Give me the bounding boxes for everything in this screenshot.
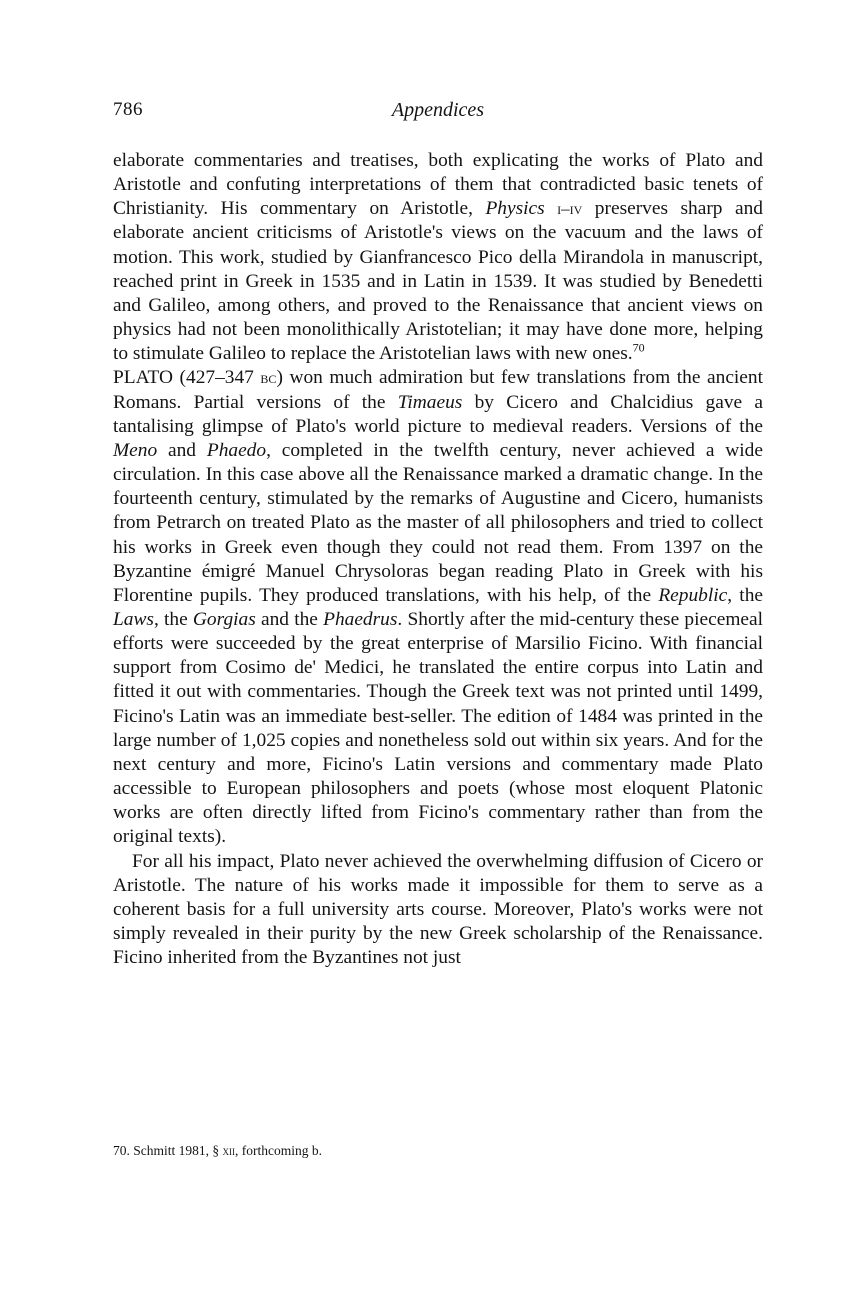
text-run: , the <box>727 584 763 606</box>
page-number: 786 <box>113 99 143 120</box>
paragraph-plato <box>113 366 763 849</box>
title-timaeus: Timaeus <box>397 391 463 413</box>
book-range: i–iv <box>557 199 583 219</box>
text-run: elaborate commentaries and treatises, both explicating the works of Plato and Aristotle and confuting interpretations of them that contradicted basic tenets of Christianity. His commentary on Aristotle, <box>113 150 763 220</box>
paragraph-simplicius <box>113 149 763 366</box>
section-number: xii <box>222 1143 236 1158</box>
title-laws: Laws <box>113 608 154 630</box>
text-run: 70. Schmitt 1981, § <box>113 1143 223 1158</box>
paragraph-impact: For all his impact, Plato never achieved the overwhelming diffusion of Cicero or Aristotle. The nature of his works made it impossible for them to serve as a coherent basis for a full university arts course. Moreover, Plato's works were not simply revealed in their purity by the new Greek scholarship of the Renaissance. Ficino inherited from the Byzantines not just <box>113 850 763 969</box>
title-phaedo: Phaedo <box>206 439 267 461</box>
text-run: preserves sharp and elaborate ancient criticisms of Aristotle's views on the vacuum and the laws of motion. This work, studied by Gianfrancesco Pico della Mirandola in manuscript, reached print in Greek in 1535 and in Latin in 1539. It was studied by Benedetti and Galileo, among others, and proved to the Renaissance that ancient views on physics had not been monolithically Aristotelian; it may have done more, helping to stimulate Galileo to replace the Aristotelian laws with new ones. <box>113 198 763 365</box>
footnote <box>113 1143 763 1159</box>
title-gorgias: Gorgias <box>192 608 256 630</box>
text-run: by Cicero and Chalcidius gave a tantalising glimpse of Plato's world picture to medieval readers. Versions of the <box>113 391 763 437</box>
footnote-ref: 70 <box>632 340 645 355</box>
title-physics: Physics <box>485 198 545 220</box>
text-run: , the <box>153 608 193 630</box>
text-run: PLATO (427–347 <box>113 367 261 389</box>
text-run: , completed in the twelfth century, never achieved a wide circulation. In this case above all the Renaissance marked a dramatic change. In the fourteenth century, stimulated by the remarks of Augustine and Cicero, humanists from Petrarch on treated Plato as the master of all philosophers and tried to collect his works in Greek even though they could not read them. From 1397 on the Byzantine émigré Manuel Chrysoloras began reading Plato in Greek with his Florentine pupils. They produced translations, with his help, of the <box>113 439 763 606</box>
body-text <box>113 149 763 970</box>
title-meno: Meno <box>113 439 158 461</box>
title-republic: Republic <box>658 584 728 606</box>
text-run: and <box>157 439 207 461</box>
text-run: ) won much admiration but few translations from the ancient Romans. Partial versions of the <box>113 367 763 413</box>
running-title: Appendices <box>391 99 485 121</box>
title-phaedrus: Phaedrus <box>323 608 398 630</box>
text-run: . Shortly after the mid-century these piecemeal efforts were succeeded by the great enterprise of Marsilio Ficino. With financial support from Cosimo de' Medici, he translated the entire corpus into Latin and fitted it out with commentaries. Though the Greek text was not printed until 1499, Ficino's Latin was an immediate best-seller. The edition of 1484 was printed in the large number of 1,025 copies and nonetheless sold out within six years. And for the next century and more, Ficino's Latin versions and commentary made Plato accessible to European philosophers and poets (whose most eloquent Platonic works are often directly lifted from Ficino's commentary rather than from the original texts). <box>113 608 764 848</box>
text-run: and the <box>255 608 324 630</box>
running-head <box>113 99 763 127</box>
era-label: bc <box>260 368 277 388</box>
text-run: , forthcoming b. <box>235 1143 323 1158</box>
